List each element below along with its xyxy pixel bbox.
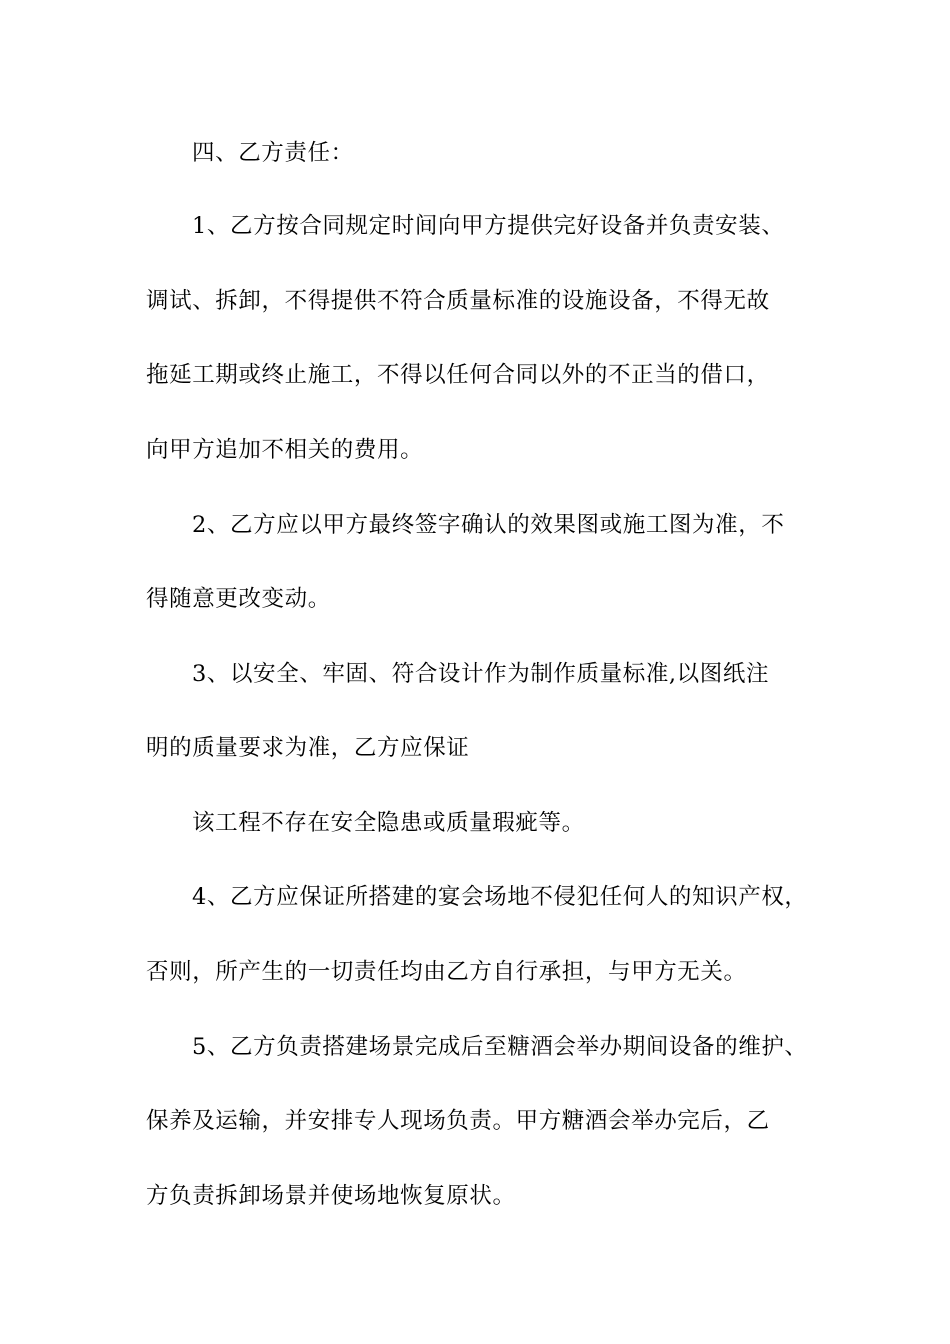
paragraph-line: 否则，所产生的一切责任均由乙方自行承担，与甲方无关。: [146, 959, 747, 985]
paragraph-line: 保养及运输，并安排专人现场负责。甲方糖酒会举办完后，乙: [146, 1108, 770, 1134]
paragraph-line: 向甲方追加不相关的费用。: [146, 437, 424, 463]
paragraph-line: 2、乙方应以甲方最终签字确认的效果图或施工图为准，不: [192, 512, 785, 538]
paragraph-line: 1、乙方按合同规定时间向甲方提供完好设备并负责安装、: [192, 213, 785, 239]
paragraph-line: 得随意更改变动。: [146, 586, 331, 612]
section-heading: 四、乙方责任：: [192, 140, 354, 166]
paragraph-line: 该工程不存在安全隐患或质量瑕疵等。: [192, 810, 585, 836]
paragraph-line: 明的质量要求为准，乙方应保证: [146, 735, 470, 761]
paragraph-line: 拖延工期或终止施工，不得以任何合同以外的不正当的借口，: [146, 362, 770, 388]
paragraph-line: 3、以安全、牢固、符合设计作为制作质量标准,以图纸注: [192, 661, 770, 687]
paragraph-line: 方负责拆卸场景并使场地恢复原状。: [146, 1183, 516, 1209]
paragraph-line: 4、乙方应保证所搭建的宴会场地不侵犯任何人的知识产权，: [192, 884, 808, 910]
paragraph-line: 5、乙方负责搭建场景完成后至糖酒会举办期间设备的维护、: [192, 1034, 808, 1060]
paragraph-line: 调试、拆卸，不得提供不符合质量标准的设施设备，不得无故: [146, 288, 770, 314]
